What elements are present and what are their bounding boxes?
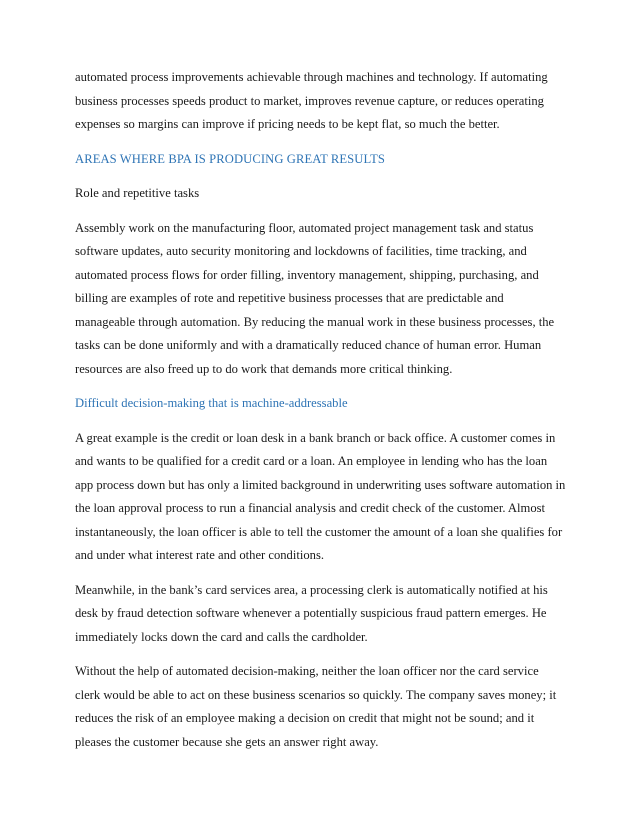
text-line: resources are also freed up to do work that demands more critical thinking. [75,361,453,376]
text-line: reduces the risk of an employee making a decision on credit that might not be sound; and it [75,711,535,725]
paragraph-card-services [75,579,575,650]
text-line: and wants to be qualified for a credit card or a loan. An employee in lending who has the loan [75,454,548,468]
text-line: and under what interest rate and other conditions. [75,548,324,562]
text-line: tasks can be done uniformly and with a dramatically reduced chance of human error. Human [75,338,542,352]
document-body [75,66,575,765]
subheading-decision-making: Difficult decision-making that is machine-addressable [75,396,348,410]
text-line: automated process flows for order filling, inventory management, shipping, purchasing, and [75,267,539,282]
text-line: business processes speeds product to market, improves revenue capture, or reduces operating [75,93,544,108]
text-line: desk by fraud detection software whenever a potentially suspicious fraud pattern emerges. He [75,606,547,620]
text-line: expenses so margins can improve if pricing needs to be kept flat, so much the better. [75,117,500,131]
paragraph-role-tasks [75,217,575,382]
text-line: Meanwhile, in the bank’s card services area, a processing clerk is automatically notified at his [75,582,548,597]
paragraph-loan-example [75,427,575,568]
subheading-role-tasks: Role and repetitive tasks [75,186,200,200]
text-line: Without the help of automated decision-making, neither the loan officer nor the card service [75,664,539,678]
text-line: automated process improvements achievable through machines and technology. If automating [75,70,548,84]
text-line: billing are examples of rote and repetitive business processes that are predictable and [75,291,504,305]
text-line: manageable through automation. By reducing the manual work in these business processes, the [75,314,555,329]
text-line: clerk would be able to act on these business scenarios so quickly. The company saves money; it [75,687,557,702]
text-line: pleases the customer because she gets an answer right away. [75,734,379,749]
text-line: Assembly work on the manufacturing floor, automated project management task and status [75,220,534,235]
intro-paragraph [75,66,575,137]
text-line: the loan approval process to run a financial analysis and credit check of the customer. Almost [75,501,546,515]
text-line: A great example is the credit or loan desk in a bank branch or back office. A customer comes in [75,430,556,445]
text-line: instantaneously, the loan officer is able to tell the customer the amount of a loan she qualifies for [75,524,563,539]
text-line: software updates, auto security monitoring and lockdowns of facilities, time tracking, and [75,244,527,258]
text-line: immediately locks down the card and calls the cardholder. [75,629,368,644]
section-heading: AREAS WHERE BPA IS PRODUCING GREAT RESULTS [75,151,386,166]
text-line: app process down but has only a limited background in underwriting uses software automation in [75,477,566,492]
paragraph-conclusion [75,660,575,754]
